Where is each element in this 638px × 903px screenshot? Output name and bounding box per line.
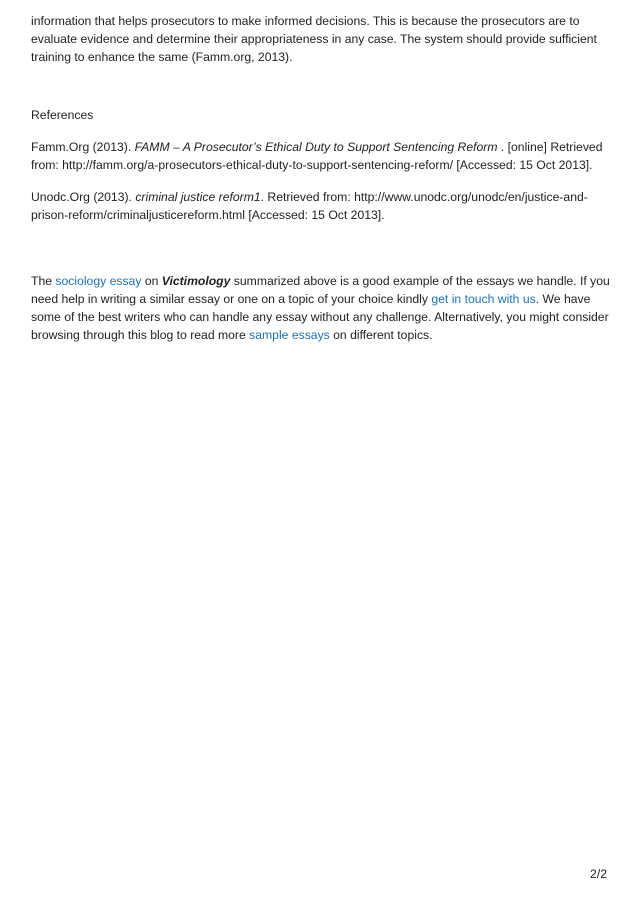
sociology-essay-link[interactable]: sociology essay	[55, 274, 142, 288]
references-heading: References	[31, 108, 94, 122]
reference-prefix: Famm.Org (2013).	[31, 140, 135, 154]
closing-text: The	[31, 274, 56, 288]
closing-text: summarized above is a good example of the essays we handle. If you need help in writing a similar essay or one on a topic of your choice kindly	[31, 274, 610, 306]
essay-topic: Victimology	[161, 274, 231, 288]
reference-suffix: . Retrieved from: http://www.unodc.org/unodc/en/justice-and-prison-reform/criminaljusticereform.html [Accessed: 15 Oct 2013].	[31, 190, 588, 222]
closing-text: on	[141, 274, 162, 288]
intro-paragraph: information that helps prosecutors to make informed decisions. This is because the prosecutors are to evaluate evidence and determine their appropriateness in any case. The system should provide sufficient training to enhance the same (Famm.org, 2013).	[31, 14, 597, 64]
closing-text: . We have some of the best writers who can handle any essay without any challenge. Alternatively, you might consider browsing through this blog to read more	[31, 292, 609, 342]
closing-paragraph	[31, 272, 611, 344]
reference-title: criminal justice reform1	[135, 190, 261, 204]
closing-text: on different topics.	[329, 328, 433, 342]
page-number: 2/2	[590, 867, 607, 881]
reference-title: FAMM – A Prosecutor’s Ethical Duty to Support Sentencing Reform	[134, 140, 498, 154]
document-page	[31, 12, 611, 344]
reference-prefix: Unodc.Org (2013).	[31, 190, 136, 204]
reference-item-famm	[31, 138, 611, 174]
sample-essays-link[interactable]: sample essays	[249, 328, 330, 342]
contact-link[interactable]: get in touch with us	[431, 292, 536, 306]
reference-suffix: . [online] Retrieved from: http://famm.org/a-prosecutors-ethical-duty-to-support-sentencing-reform/ [Accessed: 15 Oct 2013].	[31, 140, 603, 172]
reference-item-unodc	[31, 188, 611, 224]
